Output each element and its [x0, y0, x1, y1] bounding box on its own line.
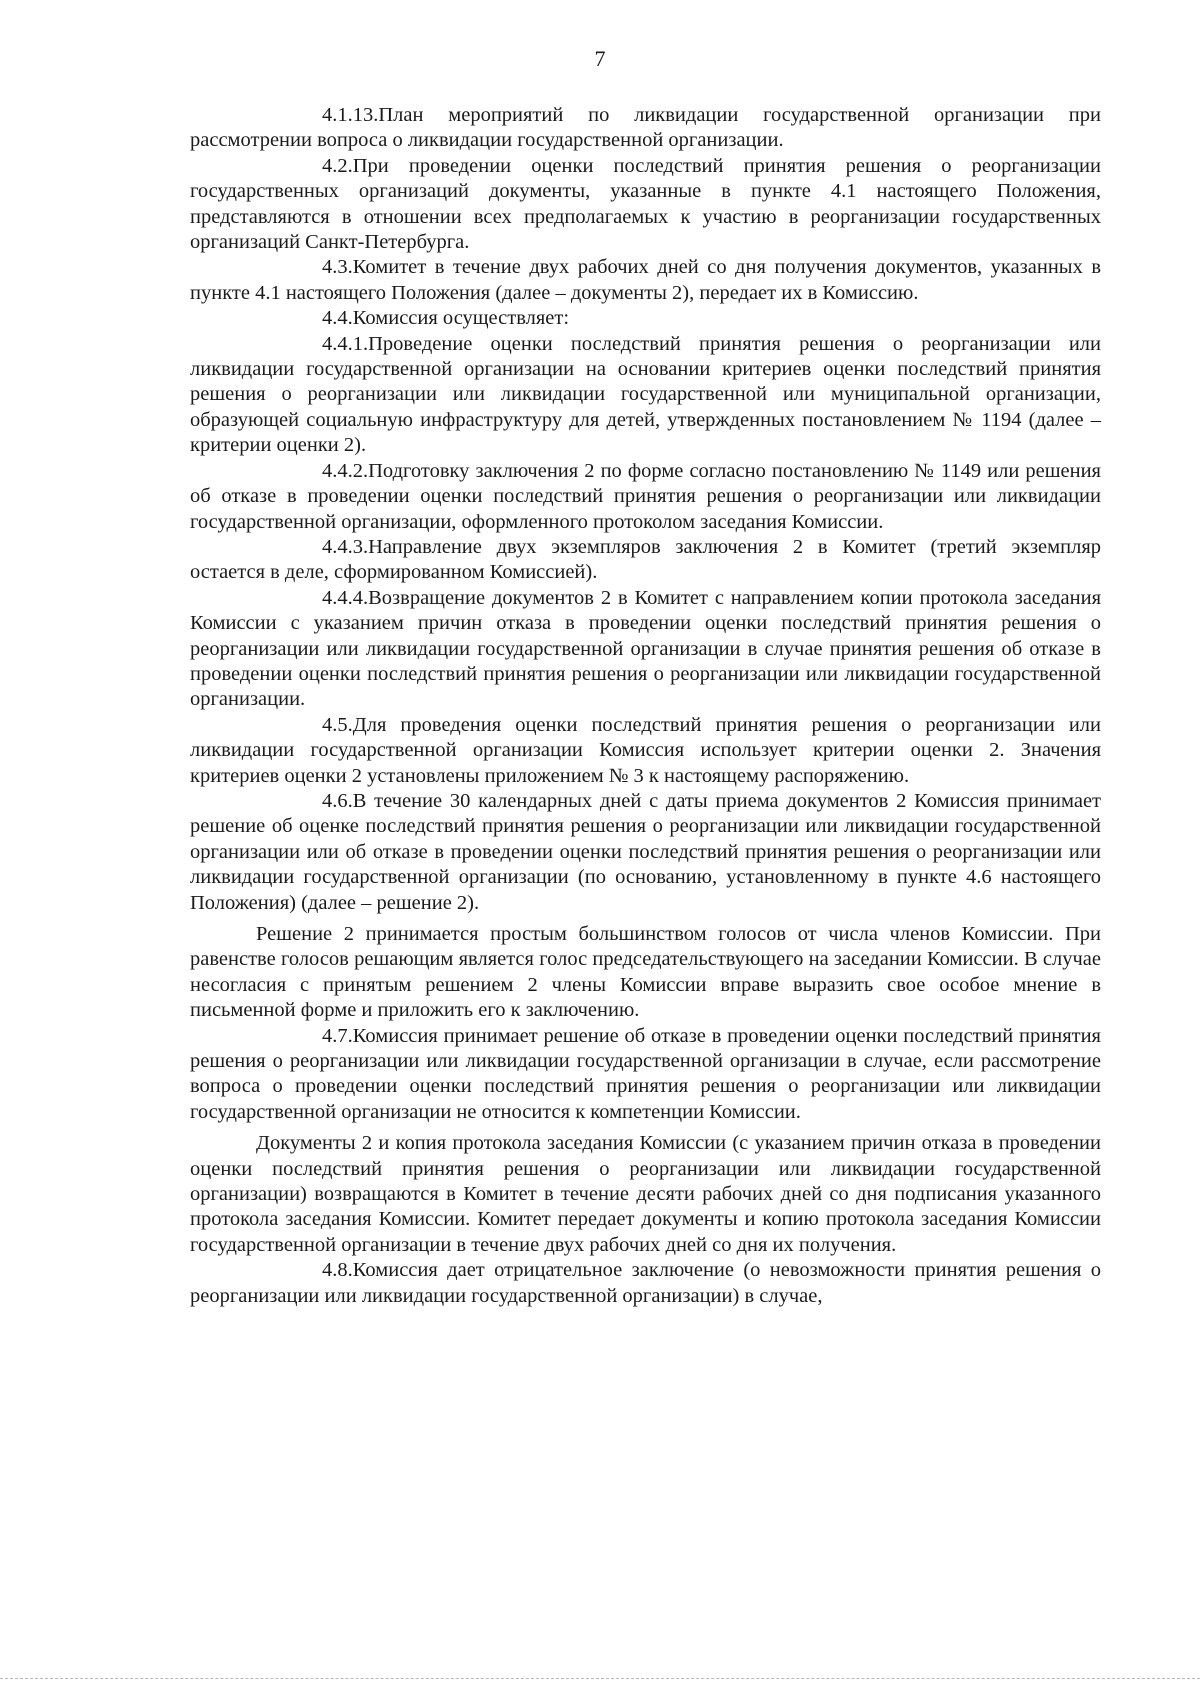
paragraph-text: План мероприятий по ликвидации государственной организации при рассмотрении вопроса о ликвидации государственной организации. [190, 104, 1101, 152]
paragraph-4-6 [190, 789, 1101, 916]
document-body [190, 103, 1101, 1309]
clause-number: 4.4.3. [322, 535, 369, 558]
paragraph-4-4-3 [190, 535, 1101, 586]
paragraph-text: Для проведения оценки последствий принятия решения о реорганизации или ликвидации государственной организации Комиссия использует критерии оценки 2. Значения критериев оценки 2 установлены приложением № 3 к настоящему распоряжению. [190, 713, 1101, 787]
paragraph-documents-2 [190, 1131, 1101, 1258]
paragraph-text: Возвращение документов 2 в Комитет с направлением копии протокола заседания Комиссии с указанием причин отказа в проведении оценки последствий принятия решения о реорганизации или ликвидации государственной организации в случае принятия решения об отказе в проведении оценки последствий принятия решения о реорганизации или ликвидации государственной организации. [190, 586, 1101, 711]
clause-number: 4.8. [322, 1259, 353, 1282]
clause-number: 4.5. [322, 713, 353, 736]
paragraph-text: В течение 30 календарных дней с даты приема документов 2 Комиссия принимает решение об оценке последствий принятия решения о реорганизации или ликвидации государственной организации или об отказе в проведении оценки последствий принятия решения о реорганизации или ликвидации государственной организации (по основанию, установленному в пункте 4.6 настоящего Положения) (далее – решение 2). [190, 789, 1101, 914]
paragraph-4-2 [190, 154, 1101, 256]
clause-number: 4.1.13. [322, 104, 379, 126]
paragraph-4-4-2 [190, 459, 1101, 535]
paragraph-text: Направление двух экземпляров заключения 2 в Комитет (третий экземпляр остается в деле, сформированном Комиссией). [190, 535, 1101, 584]
scan-bottom-edge [0, 1678, 1200, 1679]
paragraph-4-5 [190, 713, 1101, 789]
paragraph-text: При проведении оценки последствий принятия решения о реорганизации государственных организаций документы, указанные в пункте 4.1 настоящего Положения, представляются в отношении всех предполагаемых к участию в реорганизации государственных организаций Санкт-Петербурга. [190, 154, 1101, 254]
clause-number: 4.6. [322, 789, 353, 812]
page-number: 7 [594, 46, 606, 71]
paragraph-4-1-13 [190, 103, 1101, 154]
paragraph-4-4 [190, 306, 1101, 331]
paragraph-4-7 [190, 1024, 1101, 1126]
clause-number: 4.4. [322, 307, 353, 330]
paragraph-text: Комиссия дает отрицательное заключение (о невозможности принятия решения о реорганизации или ликвидации государственной организации) в случае, [190, 1259, 1101, 1307]
clause-number: 4.4.1. [322, 332, 369, 355]
clause-number: 4.4.4. [322, 586, 369, 609]
paragraph-text: Документы 2 и копия протокола заседания Комиссии (с указанием причин отказа в проведении оценки последствий принятия решения о реорганизации или ликвидации государственной организации) возвращаются в Комитет в течение десяти рабочих дней со дня подписания указанного протокола заседания Комиссии. Комитет передает документы и копию протокола заседания Комиссии государственной организации в течение двух рабочих дней со дня их получения. [190, 1132, 1101, 1256]
paragraph-4-4-4 [190, 586, 1101, 713]
paragraph-decision-2 [190, 922, 1101, 1024]
paragraph-text: Подготовку заключения 2 по форме согласно постановлению № 1149 или решения об отказе в проведении оценки последствий принятия решения о реорганизации или ликвидации государственной организации, оформленного протоколом заседания Комиссии. [190, 459, 1101, 533]
paragraph-text: Комитет в течение двух рабочих дней со дня получения документов, указанных в пункте 4.1 настоящего Положения (далее – документы 2), передает их в Комиссию. [190, 256, 1101, 304]
paragraph-text: Комиссия принимает решение об отказе в проведении оценки последствий принятия решения о реорганизации или ликвидации государственной организации в случае, если рассмотрение вопроса о проведении оценки последствий принятия решения о реорганизации или ликвидации государственной организации не относится к компетенции Комиссии. [190, 1024, 1101, 1123]
paragraph-text: Проведение оценки последствий принятия решения о реорганизации или ликвидации государственной организации на основании критериев оценки последствий принятия решения о реорганизации или ликвидации государственной или муниципальной организации, образующей социальную инфраструктуру для детей, утвержденных постановлением № 1194 (далее – критерии оценки 2). [190, 332, 1101, 457]
paragraph-text: Решение 2 принимается простым большинством голосов от числа членов Комиссии. При равенстве голосов решающим является голос председательствующего на заседании Комиссии. В случае несогласия с принятым решением 2 члены Комиссии вправе выразить свое особое мнение в письменной форме и приложить его к заключению. [190, 923, 1101, 1022]
paragraph-4-4-1 [190, 332, 1101, 459]
clause-number: 4.7. [322, 1024, 353, 1047]
clause-number: 4.3. [322, 256, 353, 279]
paragraph-4-3 [190, 255, 1101, 306]
paragraph-text: Комиссия осуществляет: [352, 307, 570, 330]
paragraph-4-8 [190, 1258, 1101, 1309]
clause-number: 4.2. [322, 154, 353, 177]
clause-number: 4.4.2. [322, 459, 369, 482]
